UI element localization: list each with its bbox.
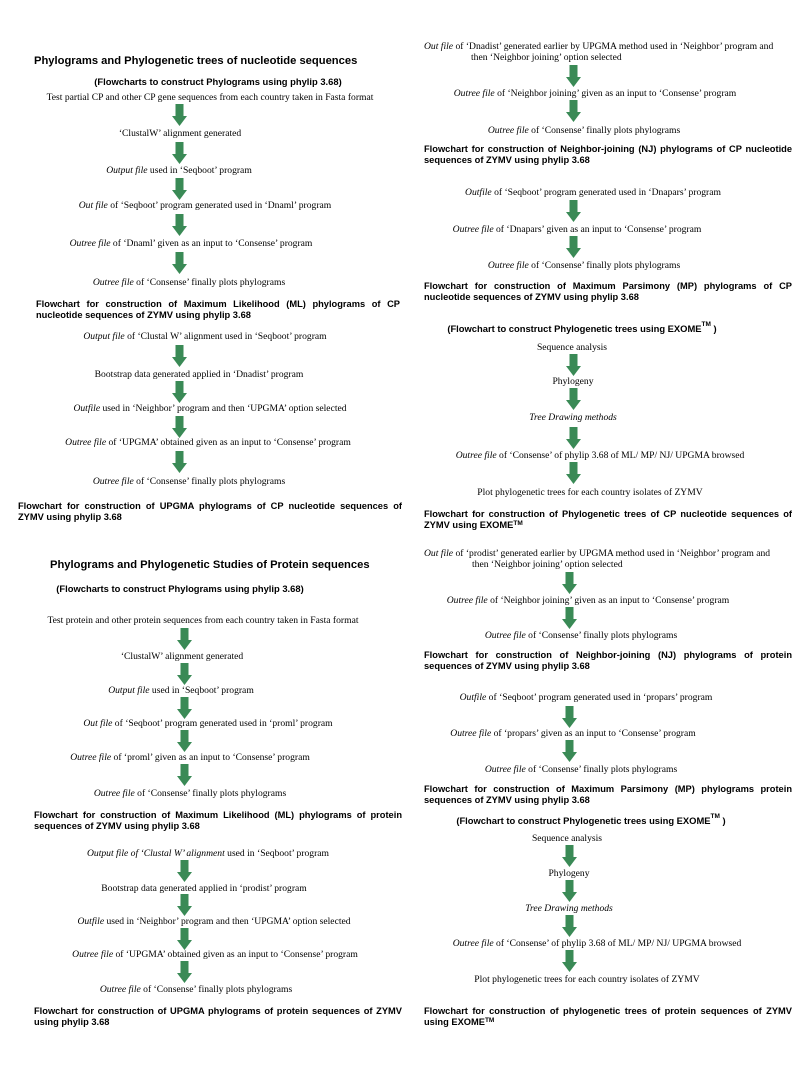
flow-step: then ‘Neighbor joining’ option selected (471, 52, 622, 63)
down-arrow-icon (566, 236, 581, 258)
down-arrow-icon (562, 706, 577, 728)
down-arrow-icon (177, 628, 192, 650)
down-arrow-icon (566, 388, 581, 410)
flow-step: Outree file of ‘Consense’ finally plots phylograms (92, 277, 286, 288)
flow-step: Outree file of ‘Neighbor joining’ given as an input to ‘Consense’ program (446, 595, 730, 606)
down-arrow-icon (562, 740, 577, 762)
down-arrow-icon (177, 764, 192, 786)
down-arrow-icon (177, 894, 192, 916)
flow-step: Plot phylogenetic trees for each country isolates of ZYMV (474, 974, 700, 985)
flow-step: Outree file of ‘Consense’ finally plots phylograms (92, 476, 286, 487)
flow-step: Out file of ‘Seqboot’ program generated used in ‘Dnaml’ program (78, 200, 332, 211)
down-arrow-icon (172, 178, 187, 200)
down-arrow-icon (562, 950, 577, 972)
flow-step: Outree file of ‘UPGMA’ obtained given as an input to ‘Consense’ program (72, 949, 358, 960)
flow-step: ‘ClustalW’ alignment generated (118, 128, 242, 139)
figure-caption: Flowchart for construction of Neighbor-joining (NJ) phylograms of protein sequences of ZYMV using phylip 3.68 (424, 650, 792, 671)
flow-step: Outree file of ‘Consense’ finally plots phylograms (99, 984, 293, 995)
exome-subheading: (Flowchart to construct Phylogenetic trees using EXOME™ ) (456, 813, 726, 826)
down-arrow-icon (566, 65, 581, 87)
flow-step: Outfile of ‘Seqboot’ program generated used in ‘propars’ program (459, 692, 713, 703)
down-arrow-icon (172, 451, 187, 473)
down-arrow-icon (562, 880, 577, 902)
section-heading-protein: Phylograms and Phylogenetic Studies of Protein sequences (50, 559, 370, 571)
down-arrow-icon (562, 915, 577, 937)
figure-caption: Flowchart for construction of Maximum Likelihood (ML) phylograms of CP nucleotide sequences of ZYMV using phylip 3.68 (36, 299, 400, 320)
down-arrow-icon (172, 214, 187, 236)
down-arrow-icon (177, 860, 192, 882)
flow-step: Outree file of ‘UPGMA’ obtained given as an input to ‘Consense’ program (65, 437, 351, 448)
flow-step: Out file of ‘Dnadist’ generated earlier by UPGMA method used in ‘Neighbor’ program and (424, 41, 774, 52)
flow-step: Test protein and other protein sequences from each country taken in Fasta format (47, 615, 359, 626)
flow-step: Outree file of ‘Dnapars’ given as an input to ‘Consense’ program (452, 224, 702, 235)
flow-step: Plot phylogenetic trees for each country isolates of ZYMV (477, 487, 703, 498)
down-arrow-icon (566, 427, 581, 449)
down-arrow-icon (566, 354, 581, 376)
flow-step: Output file used in ‘Seqboot’ program (108, 685, 254, 696)
down-arrow-icon (172, 252, 187, 274)
flow-step: Phylogeny (548, 868, 590, 879)
down-arrow-icon (172, 416, 187, 438)
flow-step: Outree file of ‘Consense’ finally plots phylograms (487, 125, 681, 136)
down-arrow-icon (562, 572, 577, 594)
section-subheading-protein: (Flowcharts to construct Phylograms using phylip 3.68) (56, 583, 304, 594)
down-arrow-icon (172, 142, 187, 164)
flow-step: Output file of ‘Clustal W’ alignment used in ‘Seqboot’ program (86, 848, 330, 859)
flow-step: Phylogeny (552, 376, 594, 387)
flow-step: Out file of ‘prodist’ generated earlier by UPGMA method used in ‘Neighbor’ program and (424, 548, 771, 559)
flow-step: Sequence analysis (531, 833, 603, 844)
flow-step: then ‘Neighbor joining’ option selected (472, 559, 623, 570)
flow-step: Test partial CP and other CP gene sequences from each country taken in Fasta format (46, 92, 374, 103)
flow-step: Outfile used in ‘Neighbor’ program and then ‘UPGMA’ option selected (77, 916, 351, 927)
figure-caption: Flowchart for construction of Maximum Parsimony (MP) phylograms protein sequences of ZYMV using phylip 3.68 (424, 784, 792, 805)
flow-step: Outree file of ‘Consense’ of phylip 3.68 of ML/ MP/ NJ/ UPGMA browsed (452, 938, 742, 949)
down-arrow-icon (177, 697, 192, 719)
flow-step: Outree file of ‘proml’ given as an input to ‘Consense’ program (70, 752, 310, 763)
flow-step: Output file of ‘Clustal W’ alignment used in ‘Seqboot’ program (83, 331, 327, 342)
flow-step: Outree file of ‘Neighbor joining’ given as an input to ‘Consense’ program (453, 88, 737, 99)
flow-step: Outree file of ‘Consense’ finally plots phylograms (484, 630, 678, 641)
down-arrow-icon (562, 607, 577, 629)
figure-caption: Flowchart for construction of Phylogenetic trees of CP nucleotide sequences of ZYMV using EXOME™ (424, 509, 792, 530)
down-arrow-icon (172, 345, 187, 367)
figure-caption: Flowchart for construction of phylogenetic trees of protein sequences of ZYMV using EXOME™ (424, 1006, 792, 1027)
down-arrow-icon (566, 200, 581, 222)
figure-caption: Flowchart for construction of UPGMA phylograms of protein sequences of ZYMV using phylip 3.68 (34, 1006, 402, 1027)
figure-caption: Flowchart for construction of Maximum Likelihood (ML) phylograms of protein sequences of ZYMV using phylip 3.68 (34, 810, 402, 831)
flow-step: Outfile of ‘Seqboot’ program generated used in ‘Dnapars’ program (465, 187, 721, 198)
flow-step: Outree file of ‘propars’ given as an input to ‘Consense’ program (450, 728, 696, 739)
down-arrow-icon (172, 381, 187, 403)
down-arrow-icon (177, 961, 192, 983)
flow-step: Outree file of ‘Consense’ of phylip 3.68 of ML/ MP/ NJ/ UPGMA browsed (455, 450, 745, 461)
down-arrow-icon (177, 730, 192, 752)
flow-step: Bootstrap data generated applied in ‘Dnadist’ program (94, 369, 304, 380)
flow-step: Outree file of ‘Consense’ finally plots phylograms (487, 260, 681, 271)
flow-step: Tree Drawing methods (529, 412, 617, 423)
figure-caption: Flowchart for construction of Neighbor-joining (NJ) phylograms of CP nucleotide sequences of ZYMV using phylip 3.68 (424, 144, 792, 165)
flow-step: Bootstrap data generated applied in ‘prodist’ program (101, 883, 307, 894)
down-arrow-icon (566, 462, 581, 484)
flow-step: Output file used in ‘Seqboot’ program (106, 165, 252, 176)
down-arrow-icon (562, 845, 577, 867)
figure-caption: Flowchart for construction of Maximum Parsimony (MP) phylograms of CP nucleotide sequences of ZYMV using phylip 3.68 (424, 281, 792, 302)
flow-step: Tree Drawing methods (525, 903, 613, 914)
down-arrow-icon (177, 928, 192, 950)
down-arrow-icon (566, 100, 581, 122)
flow-step: Outree file of ‘Consense’ finally plots phylograms (93, 788, 287, 799)
flow-step: Outree file of ‘Consense’ finally plots phylograms (484, 764, 678, 775)
section-subheading-nucleotide: (Flowcharts to construct Phylograms using phylip 3.68) (94, 76, 342, 87)
down-arrow-icon (172, 104, 187, 126)
down-arrow-icon (177, 663, 192, 685)
flow-step: Outfile used in ‘Neighbor’ program and then ‘UPGMA’ option selected (73, 403, 347, 414)
flow-step: Out file of ‘Seqboot’ program generated used in ‘proml’ program (83, 718, 333, 729)
figure-caption: Flowchart for construction of UPGMA phylograms of CP nucleotide sequences of ZYMV using phylip 3.68 (18, 501, 402, 522)
flow-step: ‘ClustalW’ alignment generated (120, 651, 244, 662)
section-heading-nucleotide: Phylograms and Phylogenetic trees of nucleotide sequences (34, 55, 358, 67)
exome-subheading: (Flowchart to construct Phylogenetic trees using EXOME™ ) (447, 321, 717, 334)
flow-step: Outree file of ‘Dnaml’ given as an input to ‘Consense’ program (69, 238, 313, 249)
flow-step: Sequence analysis (536, 342, 608, 353)
